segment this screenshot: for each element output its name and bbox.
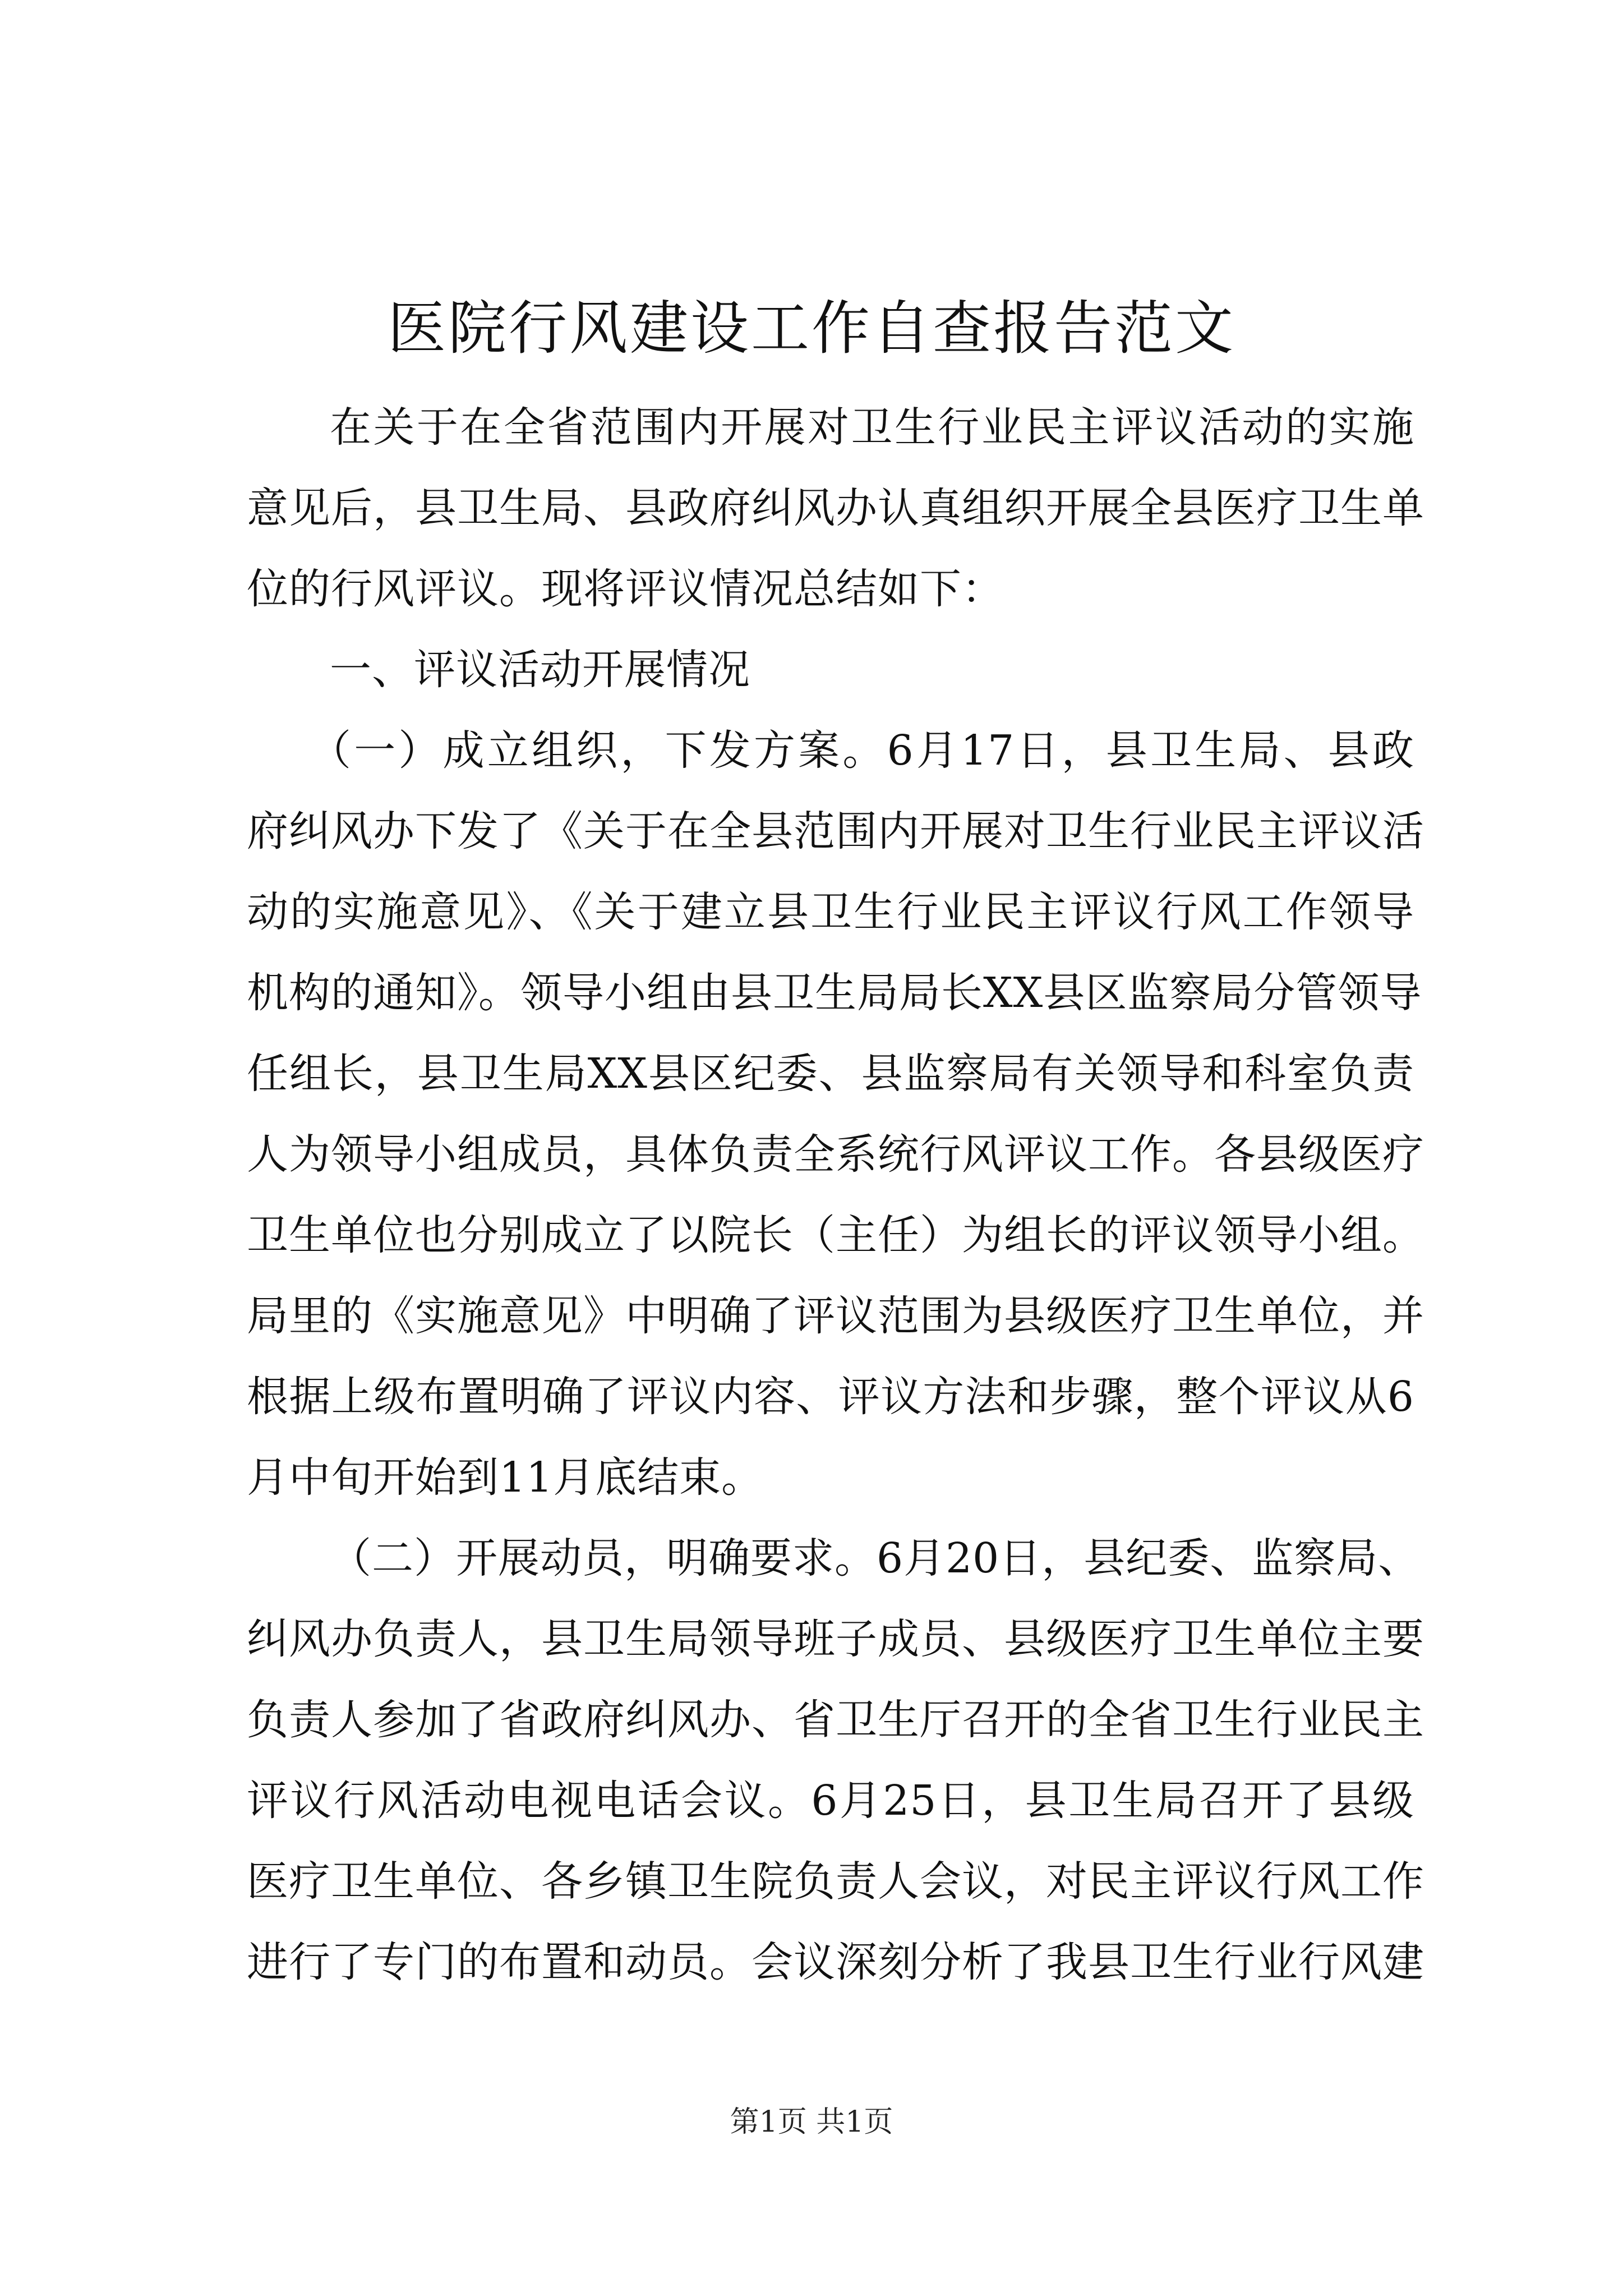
document-title: 医院行风建设工作自查报告范文 (387, 294, 1235, 362)
paragraph-line: 卫生单位也分别成立了以院长（主任）为组长的评议领导小组。 (247, 1211, 1424, 1259)
document-body (247, 387, 1424, 2003)
paragraph-line: 任组长，县卫生局XX县区纪委、县监察局有关领导和科室负责 (247, 1050, 1414, 1098)
paragraph-line: 动的实施意见》、《关于建立县卫生行业民主评议行风工作领导 (247, 888, 1414, 936)
paragraph-line: 月中旬开始到11月底结束。 (247, 1453, 764, 1502)
paragraph-line: 人为领导小组成员，具体负责全系统行风评议工作。各县级医疗 (247, 1130, 1424, 1179)
paragraph-line: 医疗卫生单位、各乡镇卫生院负责人会议，对民主评议行风工作 (247, 1857, 1424, 1906)
paragraph-line: （一）成立组织，下发方案。6月17日，县卫生局、县政 (310, 726, 1414, 775)
paragraph-line: 在关于在全省范围内开展对卫生行业民主评议活动的实施 (330, 403, 1414, 452)
paragraph-line: （二）开展动员，明确要求。6月20日，县纪委、监察局、 (330, 1534, 1421, 1582)
page-footer: 第1页 共1页 (730, 2105, 893, 2139)
paragraph-line: 根据上级布置明确了评议内容、评议方法和步骤，整个评议从6 (247, 1373, 1414, 1421)
paragraph-line: 负责人参加了省政府纠风办、省卫生厅召开的全省卫生行业民主 (247, 1696, 1424, 1744)
paragraph-line: 意见后，县卫生局、县政府纠风办认真组织开展全县医疗卫生单 (247, 484, 1424, 532)
paragraph-line: 评议行风活动电视电话会议。6月25日，县卫生局召开了县级 (247, 1777, 1414, 1825)
paragraph-line: 位的行风评议。现将评议情况总结如下： (247, 565, 1004, 613)
paragraph-line: 进行了专门的布置和动员。会议深刻分析了我县卫生行业行风建 (247, 1938, 1424, 1986)
paragraph-line: 纠风办负责人，县卫生局领导班子成员、县级医疗卫生单位主要 (247, 1615, 1424, 1663)
section-heading: 一、评议活动开展情况 (330, 646, 750, 694)
paragraph-line: 局里的《实施意见》中明确了评议范围为县级医疗卫生单位，并 (247, 1292, 1424, 1340)
paragraph-line: 府纠风办下发了《关于在全县范围内开展对卫生行业民主评议活 (247, 807, 1424, 855)
paragraph-line: 机构的通知》。领导小组由县卫生局局长XX县区监察局分管领导 (247, 969, 1422, 1017)
